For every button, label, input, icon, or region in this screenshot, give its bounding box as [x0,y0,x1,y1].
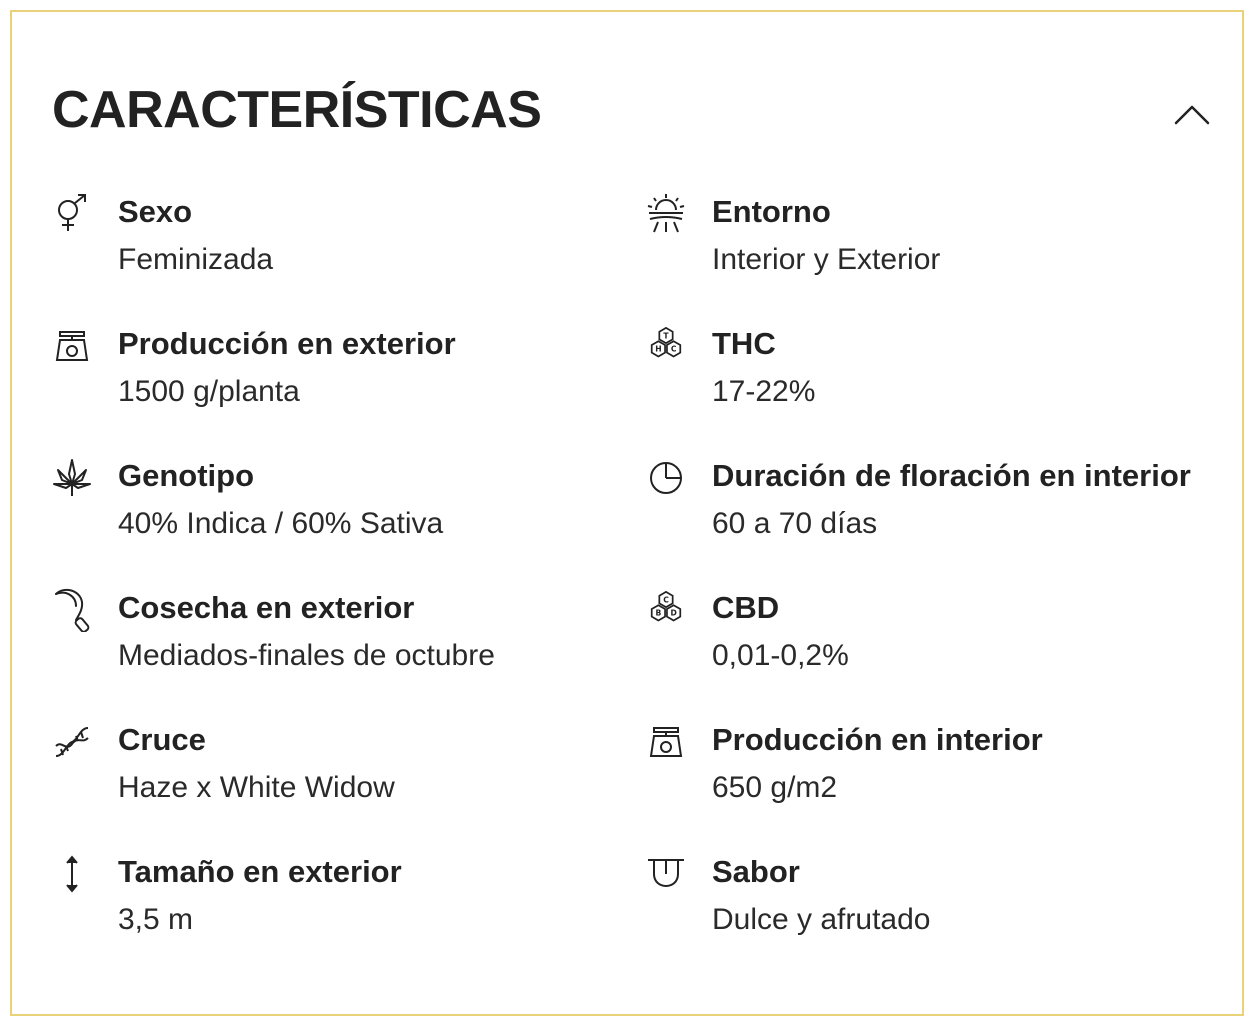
thc-molecule-icon [646,326,686,366]
feature-value: 650 g/m2 [712,771,838,804]
feature-value: Haze x White Widow [118,771,395,804]
scale-icon [646,722,686,762]
feature-value: Interior y Exterior [712,243,941,276]
svg-text:C: C [663,595,669,605]
feature-value: Dulce y afrutado [712,903,931,936]
feature-label: THC [712,326,776,361]
feature-value: 3,5 m [118,903,194,936]
chevron-up-icon [1174,103,1210,125]
collapse-toggle-button[interactable] [1170,92,1214,136]
height-arrow-icon [52,854,92,894]
feature-label: Producción en interior [712,722,1043,757]
tongue-icon [646,854,686,894]
sickle-icon [52,590,92,630]
feature-value: 60 a 70 días [712,507,878,540]
feature-item-produccion-interior [646,722,1206,832]
svg-text:T: T [663,331,669,341]
feature-label: Duración de floración en interior [712,458,1191,493]
feature-item-cbd [646,590,1206,700]
sun-field-icon [646,194,686,234]
feature-item-sabor [646,854,1206,964]
feature-label: Producción en exterior [118,326,456,361]
feature-value: 1500 g/planta [118,375,300,408]
feature-value: Feminizada [118,243,274,276]
feature-value: 40% Indica / 60% Sativa [118,507,444,540]
gender-icon [52,194,92,234]
feature-value: Mediados-finales de octubre [118,639,495,672]
section-title: CARACTERÍSTICAS [52,81,542,139]
dna-icon [52,722,92,762]
feature-item-sexo [52,194,612,304]
feature-label: Sexo [118,194,193,229]
feature-label: Entorno [712,194,831,229]
feature-value: 0,01-0,2% [712,639,849,672]
feature-item-genotipo [52,458,612,568]
feature-item-entorno [646,194,1206,304]
feature-label: CBD [712,590,780,625]
feature-item-cosecha-exterior [52,590,612,700]
feature-item-floracion-interior [646,458,1206,568]
feature-item-produccion-exterior [52,326,612,436]
feature-item-thc [646,326,1206,436]
scale-icon [52,326,92,366]
feature-label: Genotipo [118,458,255,493]
characteristics-panel [10,10,1244,1016]
feature-item-tamano-exterior [52,854,612,964]
svg-text:H: H [655,344,662,354]
feature-value: 17-22% [712,375,816,408]
svg-text:D: D [670,608,677,618]
cbd-molecule-icon [646,590,686,630]
cannabis-leaf-icon [52,458,92,498]
feature-label: Tamaño en exterior [118,854,402,889]
feature-item-cruce [52,722,612,832]
svg-text:C: C [670,344,677,354]
feature-label: Cosecha en exterior [118,590,415,625]
clock-pie-icon [646,458,686,498]
svg-text:B: B [655,608,662,618]
feature-label: Sabor [712,854,800,889]
feature-label: Cruce [118,722,206,757]
